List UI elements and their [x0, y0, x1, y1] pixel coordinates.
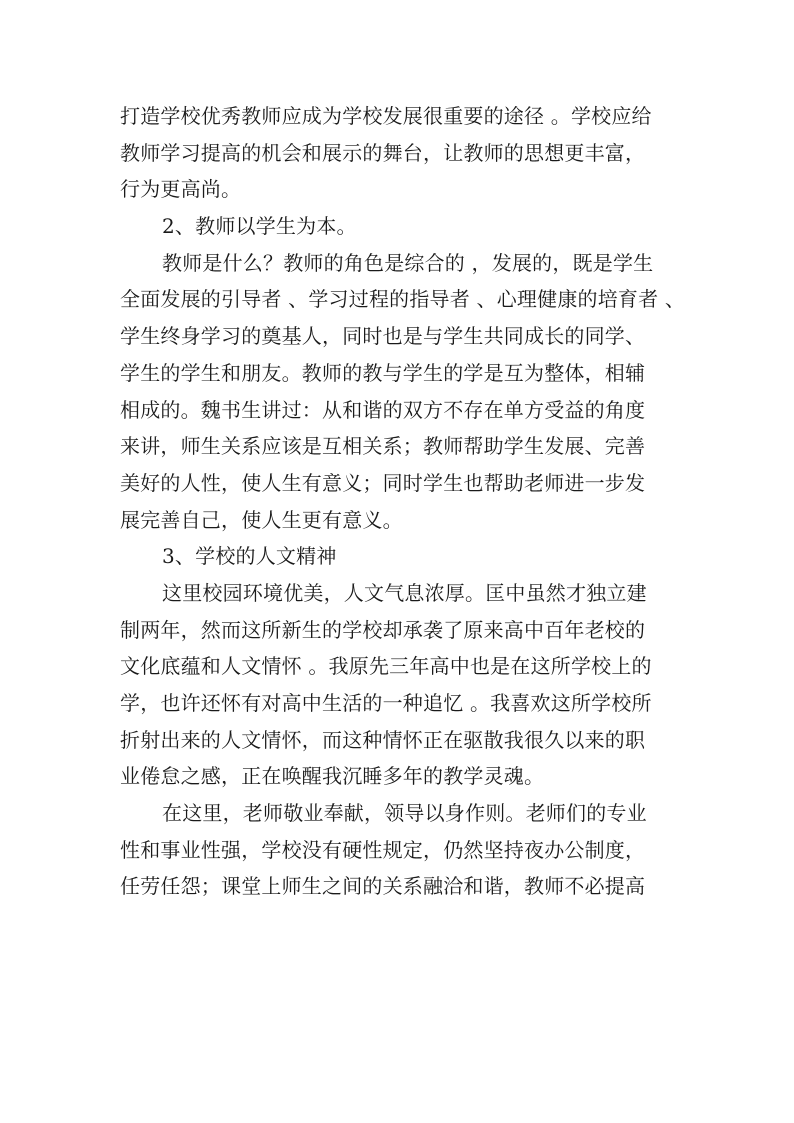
paragraph-line: 这里校园环境优美，人文气息浓厚。匡中虽然才独立建	[162, 580, 647, 605]
document-body	[120, 98, 690, 905]
paragraph-line: 文化底蕴和人文情怀 。我原先三年高中也是在这所学校上的	[120, 654, 652, 679]
paragraph-line: 制两年，然而这所新生的学校却承袭了原来高中百年老校的	[120, 617, 646, 642]
paragraph-line: 相成的。魏书生讲过：从和谐的双方不存在单方受益的角度	[120, 397, 646, 422]
paragraph-line: 教师是什么？教师的角色是综合的 ，发展的，既是学生	[162, 250, 654, 275]
paragraph-line: 行为更高尚。	[120, 177, 242, 202]
paragraph-line: 打造学校优秀教师应成为学校发展很重要的途径 。学校应给	[120, 104, 652, 128]
paragraph-line: 业倦怠之感，正在唤醒我沉睡多年的教学灵魂。	[120, 764, 545, 789]
paragraph-line: 折射出来的人文情怀，而这种情怀正在驱散我很久以来的职	[120, 727, 646, 752]
section-heading-3: 3、学校的人文精神	[162, 544, 337, 569]
section-heading-2: 2、教师以学生为本。	[162, 214, 357, 239]
paragraph-line: 来讲，师生关系应该是互相关系；教师帮助学生发展、完善	[120, 434, 646, 459]
paragraph-line: 在这里，老师敬业奉献，领导以身作则。老师们的专业	[162, 801, 647, 826]
paragraph-line: 学生的学生和朋友。教师的教与学生的学是互为整体，相辅	[120, 360, 646, 385]
paragraph-line: 展完善自己，使人生更有意义。	[120, 507, 403, 532]
paragraph-line: 教师学习提高的机会和展示的舞台，让教师的思想更丰富，	[120, 140, 646, 165]
paragraph-line: 学生终身学习的奠基人，同时也是与学生共同成长的同学、	[120, 324, 646, 349]
paragraph-line: 学，也许还怀有对高中生活的一种追忆 。我喜欢这所学校所	[120, 691, 652, 715]
paragraph-line: 任劳任怨；课堂上师生之间的关系融洽和谐，教师不必提高	[120, 874, 646, 899]
paragraph-line: 全面发展的引导者 、学习过程的指导者 、心理健康的培育者 、	[120, 287, 686, 312]
paragraph-line: 性和事业性强，学校没有硬性规定，仍然坚持夜办公制度，	[120, 837, 646, 862]
paragraph-line: 美好的人性，使人生有意义；同时学生也帮助老师进一步发	[120, 470, 646, 495]
